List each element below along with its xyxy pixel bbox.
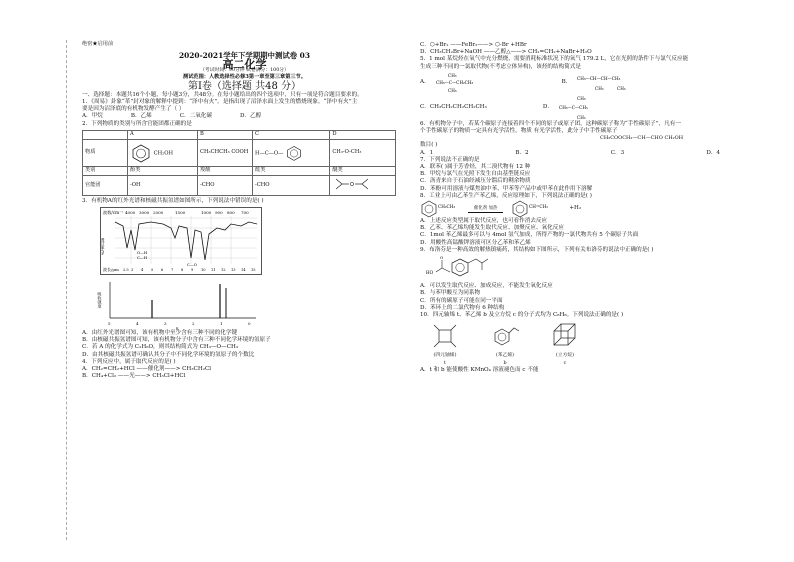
q6-option-b: B．2	[515, 149, 529, 156]
radialene-icon	[430, 321, 460, 349]
instructions: 一、选择题：本题共16个小题，每小题3分，共48分。在每小题给出的四个选项中，只有一项是符合题目要求的。	[82, 91, 363, 98]
exam-info: （考试时间：90分钟 试卷满分：100分）	[200, 68, 289, 74]
table-header-cell: B	[198, 130, 253, 139]
caption-styrene: (苯乙烯)	[495, 353, 515, 359]
q5-option-d: D．	[542, 104, 553, 111]
svg-text:CH₂CH₃: CH₂CH₃	[438, 204, 456, 210]
branched-alkane-a-icon	[436, 72, 496, 94]
secret-label: 绝密★启用前	[82, 41, 114, 47]
nmr-xtick: 2	[192, 321, 195, 327]
ibuprofen-structure-icon	[426, 254, 496, 280]
q6-formula: CH₃COOCH₂—CH—CHO CH₂OH	[600, 135, 684, 142]
svg-text:O: O	[440, 255, 444, 261]
benzene-ring-icon	[130, 143, 152, 163]
q5-option-c: C．CH₃CH₂CH₂CH₂CH₃	[420, 104, 487, 111]
ir-xtick: 8	[181, 268, 184, 273]
ir-xtick: 4	[141, 268, 144, 273]
q8-option-a: A．上述反应类型属于取代反应，也可看作消去反应	[420, 218, 548, 225]
table-header-cell	[83, 130, 128, 139]
class-c: 醛类	[253, 166, 330, 175]
ir-xtick: 13	[231, 268, 236, 273]
q5-options-cd	[420, 95, 768, 121]
q7-option-c: C．沥青来自于石油经减压分馏后的剩余物质	[420, 178, 531, 185]
ir-xtick: 14	[241, 268, 246, 273]
ir-tick: 900	[215, 210, 223, 216]
label-b: b	[503, 360, 507, 366]
caption-cubane: (立方烷)	[555, 353, 575, 359]
q10-stem: 10．四元轴烯 t、苯乙烯 b 及立方烷 c 的分子式均为 C₈H₈。下列说法正确的是( )	[420, 312, 624, 319]
q5-stem-1: 5．1 mol 某烷烃在氧气中充分燃烧，需要消耗标准状况下的氧气 179.2 L，它在光照的条件下与氯气反应能	[420, 56, 689, 63]
svg-text:CH₃: CH₃	[595, 85, 604, 91]
q5-stem-2: 生成三种不同的一氯取代物(不考虑立体异构)，该烃的结构简式是	[420, 63, 581, 70]
q5-option-b: B．	[561, 79, 572, 86]
ir-xtick: 6	[161, 268, 164, 273]
svg-text:CH=CH₂: CH=CH₂	[529, 204, 549, 210]
nmr-xlabel: δ	[176, 326, 179, 332]
nmr-xtick: 3	[164, 321, 167, 327]
nmr-xtick: 4	[136, 321, 139, 327]
q6-stem-3: 数目( )	[420, 142, 438, 149]
table-row-label: 物质	[83, 139, 128, 166]
ethylbenzene-icon	[420, 200, 460, 218]
svg-text:CH₃: CH₃	[447, 87, 457, 93]
nmr-xtick: 1	[220, 321, 223, 327]
group-c: -CHO	[253, 175, 330, 195]
svg-text:CH₃—CH—CH—CH₃: CH₃—CH—CH—CH₃	[577, 75, 621, 81]
group-a: -OH	[128, 175, 198, 195]
q7-option-b: B．甲烷与氯气在光照下发生自由基型链反应	[420, 171, 531, 178]
ir-spectrum-plot	[101, 208, 261, 274]
q1-stem-2: 要是因为沼泽底的有机物发酵产生了（ ）	[82, 106, 185, 113]
q4-option-c: C．⬡+Br₂ ——FeBr₃——> ⬡-Br +HBr	[420, 42, 527, 48]
q8-option-b: B．乙苯、苯乙烯均能发生取代反应、加聚反应、氧化反应	[420, 225, 564, 232]
left-column	[82, 42, 407, 380]
substance-d: CH₃-O-CH₃	[330, 139, 396, 166]
nmr-xtick: 0	[248, 321, 251, 327]
q6-option-d: D．4	[706, 149, 720, 156]
group-d	[330, 175, 396, 195]
svg-text:CH₃—C—CH₂CH₃: CH₃—C—CH₂CH₃	[435, 79, 473, 85]
class-d: 醚类	[330, 166, 396, 175]
ir-xtick: 11	[211, 268, 216, 273]
q8-reaction	[420, 200, 768, 218]
q6-option-c: C．3	[610, 149, 625, 156]
part-title: 第Ⅰ卷（选择题 共48 分）	[187, 80, 302, 92]
table-header-cell: A	[128, 130, 198, 139]
cubane-structure	[550, 321, 580, 367]
ir-label-co: C—O	[187, 262, 197, 268]
branched-alkane-b-icon	[577, 72, 667, 94]
q10-option-a: A．t 和 b 能使酸性 KMnO₄ 溶液褪色而 c 不能	[420, 366, 539, 373]
class-b: 羧酸	[198, 166, 253, 175]
ir-tick: 800	[227, 210, 235, 216]
svg-text:CH₃: CH₃	[447, 72, 457, 78]
q2-table	[82, 130, 396, 196]
ir-xtick: 15	[251, 268, 256, 273]
cube-icon	[550, 321, 580, 349]
q3-option-c: C．若 A 的化学式为 C₂H₆O，则其结构简式为 CH₃—O—CH₃	[82, 344, 239, 351]
q1-options	[82, 113, 407, 120]
q4-option-b: B．CH₄+Cl₂ ——光——> CH₃Cl+HCl	[82, 373, 186, 380]
q1-option-d: D．乙醇	[239, 113, 262, 120]
q9-option-c: C．所有的碳原子可能在同一平面	[420, 297, 503, 304]
q6-stem-1: 6．有机物分子中，若某个碳原子连接着四个不同的原子或原子团，这种碳原子称为“手性碳原子”，凡有一	[420, 120, 681, 127]
ir-label-oh: O—H	[137, 250, 148, 256]
q3-option-d: D．由其核磁共振氢谱可确认其分子中不同化学环境的氢原子的个数比	[82, 351, 255, 358]
subject-title: 高二化学	[222, 58, 267, 72]
class-a: 酚类	[128, 166, 198, 175]
ir-tick: 3000	[139, 210, 150, 216]
ir-tick: 1000	[201, 210, 212, 216]
q4-option-a: A．CH₂=CH₂+HCl ——催化剂——> CH₃CH₂Cl	[82, 366, 212, 373]
q3-option-a: A．由红外光谱图可知，该有机物中至少含有三种不同的化学键	[82, 330, 238, 337]
q4-option-d: D．CH₃CH₂Br+NaOH ——乙醇△——> CH₂=CH₂+NaBr+H₂O	[420, 49, 592, 56]
q1-option-c: C．二氧化碳	[179, 113, 212, 120]
substance-c: H—C—O—	[253, 139, 330, 166]
ir-spectrum	[100, 207, 262, 275]
right-column	[420, 42, 768, 374]
ir-xtick: 3	[131, 268, 134, 273]
ir-xlabel: 波长/μm	[103, 267, 119, 273]
ir-tick: 700	[241, 210, 249, 216]
q8-stem: 8．工业上可由乙苯生产苯乙烯，反应原理如下，下列说法正确的是( )	[420, 192, 592, 199]
ir-tick: 1500	[175, 210, 186, 216]
exam-scope: 测试范围：人教选择性必修3第一章至第三章第三节。	[183, 74, 306, 81]
q1-option-a: A．甲烷	[82, 113, 103, 120]
binding-margin	[8, 40, 67, 540]
nmr-spectrum	[97, 278, 260, 332]
q10-structures	[430, 321, 768, 367]
q8-option-d: D．用酸性高锰酸钾溶液可区分乙苯和苯乙烯	[420, 239, 531, 246]
q6-stem-2: 个手性碳原子的物质一定具有光学活性，物质 有光学活性，此分子中手性碳原子	[420, 128, 618, 135]
q6-option-a: A．1	[420, 149, 434, 156]
reaction-arrow: 催化剂 加热	[468, 205, 503, 213]
label-t: t	[444, 360, 446, 366]
q6-options	[420, 150, 720, 157]
styrene-structure	[490, 321, 520, 367]
caption-radialene: (四元轴烯)	[433, 353, 457, 359]
q9-stem: 9．布洛芬是一种高效的解热镇痛药，其结构如下图所示，下列有关布洛芬的说法中正确的是( )	[420, 246, 654, 253]
ir-tick: 4000	[125, 210, 136, 216]
ir-xtick: 7	[171, 268, 174, 273]
svg-text:CH₃: CH₃	[576, 114, 586, 120]
q1-stem-1: 1．《周易》卦象“革”封对象的解释中提到：“泽中有火”。是指出现了沼泽水面上发生的燃烧现象。“泽中有火”主	[82, 99, 358, 106]
q9-option-a: A．可以发生取代反应、加成反应，不能发生氧化反应	[420, 283, 553, 290]
styrene-icon	[511, 200, 561, 218]
tetramethylenecyclobutane	[430, 321, 460, 367]
group-b: -CHO	[198, 175, 253, 195]
q5-options-ab	[420, 71, 768, 95]
ir-ylabel: 透过率/%	[100, 238, 106, 256]
q1-option-b: B．乙烯	[130, 113, 152, 120]
svg-text:CH₃—C—CH₃: CH₃—C—CH₃	[558, 104, 588, 110]
svg-text:O: O	[350, 181, 355, 188]
exam-title: 2020-2021学年下学期期中测试卷 03	[179, 51, 310, 60]
svg-text:CH₃: CH₃	[576, 95, 586, 101]
ir-xtick: 12	[221, 268, 226, 273]
ir-label-ch: C—H	[137, 255, 148, 261]
ir-xtick: 9	[191, 268, 194, 273]
table-header-cell: D	[330, 130, 396, 139]
hydrogen-product: +H₂	[569, 205, 582, 212]
label-c: c	[563, 360, 567, 366]
q5-option-a: A．	[420, 79, 430, 86]
table-row-label: 类别	[83, 166, 128, 175]
q4-stem: 4．下列反应中，属于取代反应的是( )	[82, 358, 176, 365]
ir-xtick: 5	[151, 268, 154, 273]
q3-option-b: B．由核磁共振氢谱图可知，该有机物分子中含有三种不同化学环境的氢原子	[82, 337, 271, 344]
nmr-ylabel: 吸收强度	[97, 292, 103, 309]
styrene-ring-icon	[490, 321, 520, 349]
q9-option-d: D．苯环上的二氯代物有 6 种结构	[420, 304, 505, 311]
q7-option-a: A．联苯( )属于芳香烃，其二溴代物有 12 种	[420, 164, 531, 171]
benzene-ring-icon	[285, 144, 303, 162]
svg-text:HO: HO	[426, 270, 434, 276]
svg-text:CH₃: CH₃	[617, 85, 626, 91]
table-header-cell: C	[253, 130, 330, 139]
substance-a: CH₂OH	[128, 139, 198, 166]
q9-option-b: B．与苯甲酸互为同系物	[420, 290, 481, 297]
ir-xtick: 2.5	[123, 268, 129, 273]
ether-group-icon	[332, 177, 372, 191]
substance-b: CH₃CHCH₃ COOH	[198, 139, 253, 166]
ir-xtick: 10	[201, 268, 206, 273]
ir-top-label: 波数/cm⁻¹	[103, 210, 123, 216]
q7-stem: 7．下列说法不正确的是	[420, 156, 480, 163]
q7-option-d: D．苯酚可用溶液与煤焦油中苯、甲苯等产品中或甲苯在此作用下溶解	[420, 185, 593, 192]
nmr-spectrum-plot	[97, 278, 260, 332]
q8-option-c: C．1mol 苯乙烯最多可以与 4mol 氢气加成，所得产物的一氯代物共有 5 个碳原子共面	[420, 232, 639, 239]
nmr-xtick: 5	[108, 321, 111, 327]
q2-stem: 2．下列物质的类别与所含官能团都正确的是	[82, 120, 192, 127]
ir-tick: 2000	[153, 210, 164, 216]
q3-stem: 3．有机物A的红外光谱和核磁共振氢谱如图所示，下列说法中错误的是( )	[82, 197, 264, 204]
branched-alkane-d-icon	[559, 95, 619, 121]
table-row-label: 官能团	[83, 175, 128, 195]
